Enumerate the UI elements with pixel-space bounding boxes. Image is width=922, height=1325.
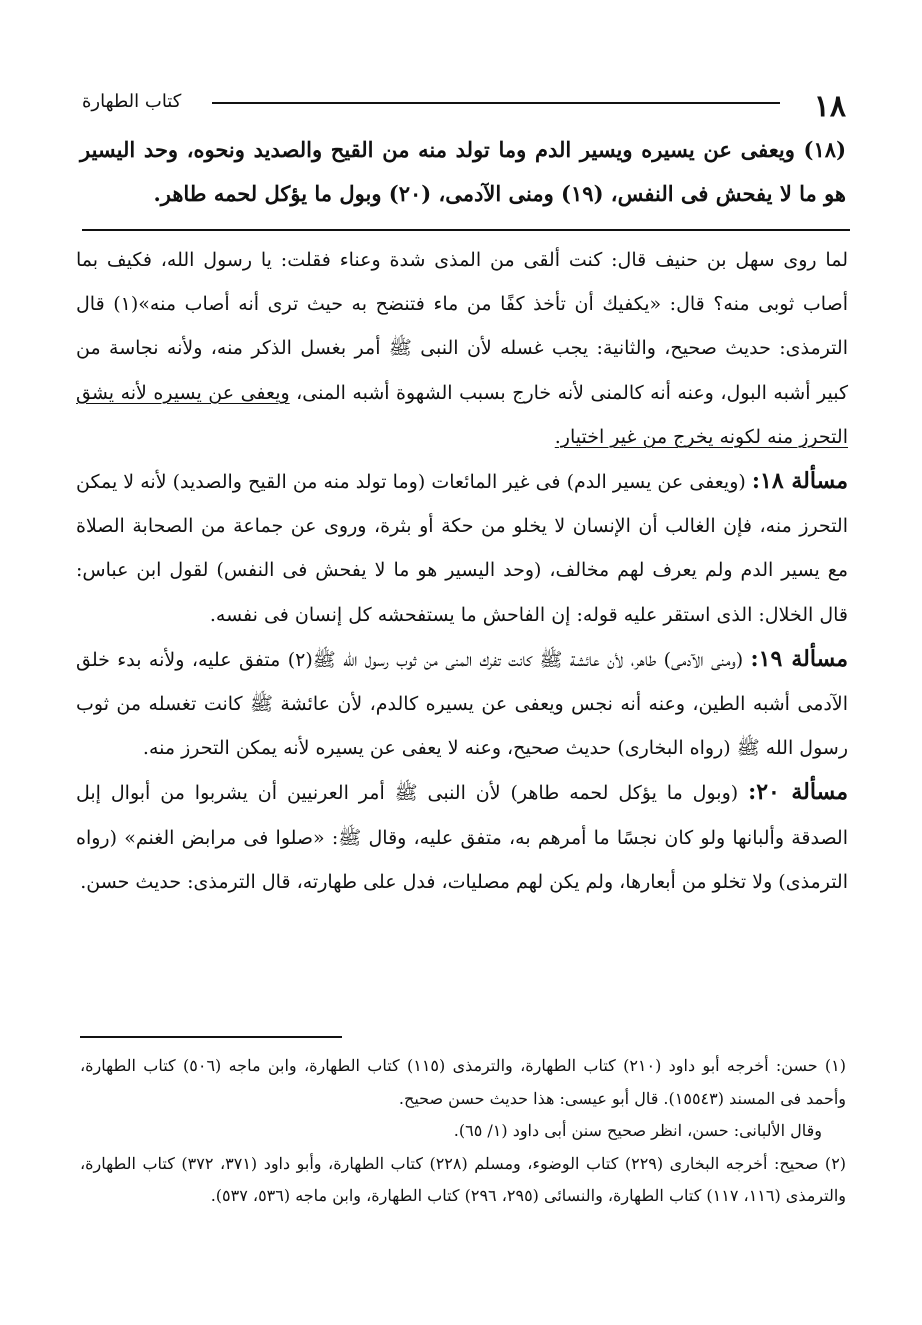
commentary-body <box>76 238 848 904</box>
footnote-1: (١) حسن: أخرجه أبو داود (٢١٠) كتاب الطهارة، والترمذى (١١٥) كتاب الطهارة، وابن ماجه (٥٠٦) كتاب الطهارة، وأحمد فى المسند (١٥٥٤٣). قال أبو عيسى: هذا حديث حسن صحيح. <box>80 1056 847 1108</box>
running-header <box>82 88 846 124</box>
footnotes <box>80 1050 846 1213</box>
issue-19 <box>76 637 848 771</box>
issue-18 <box>76 459 848 637</box>
footnote-2: (٢) صحيح: أخرجه البخارى (٢٢٩) كتاب الوضوء، ومسلم (٢٢٨) كتاب الطهارة، وأبو داود (٣٧١، ٣٧٢) كتاب الطهارة، والترمذى (١١٦، ١١٧) كتاب الطهارة، والنسائى (٢٩٥، ٢٩٦) كتاب الطهارة، وابن ماجه (٥٣٦، ٥٣٧). <box>80 1153 847 1205</box>
running-title: كتاب الطهارة <box>82 91 182 112</box>
issue-19-text: (ومنى الآدمى) طاهر، لأن عائشة ﷺ كانت تفرك المنى من ثوب رسول الله ﷺ(٢) متفق عليه، ولأنه بدء خلق الآدمى أشبه الطين، وعنه أنه نجس ويعفى عن يسيره كالدم، لأن عائشة ﷺ كانت تغسله من ثوب رسول الله ﷺ (رواه البخارى) حديث صحيح، وعنه لا يعفى عن يسيره لأنه يمكن التحرز منه. <box>76 648 848 760</box>
issue-19-label: مسألة ١٩: <box>750 645 848 672</box>
matn-divider <box>82 229 850 231</box>
issue-18-label: مسألة ١٨: <box>751 468 848 495</box>
footnote-1-continuation: وقال الألبانى: حسن، انظر صحيح سنن أبى داود (١/ ٦٥). <box>453 1121 822 1140</box>
intro-text: لما روى سهل بن حنيف قال: كنت ألقى من المذى شدة وعناء فقلت: يا رسول الله، فكيف بما أصاب ثوبى منه؟ قال: «يكفيك أن تأخذ كفًا من ماء فتنضح به حيث ترى أنه أصاب منه»(١) قال الترمذى: حديث صحيح، والثانية: يجب غسله لأن النبى ﷺ أمر بغسل الذكر منه، ولأنه نجاسة من كبير أشبه البول، وعنه أنه كالمنى لأنه خارج بسبب الشهوة أشبه المنى، <box>76 249 848 404</box>
header-rule <box>212 102 780 104</box>
commentary-paragraph-intro <box>76 238 848 459</box>
issue-20-label: مسألة ٢٠: <box>748 779 848 806</box>
footnote-divider <box>80 1036 342 1038</box>
issue-20 <box>76 770 848 904</box>
matn-text: (١٨) ويعفى عن يسيره ويسير الدم وما تولد منه من القيح والصديد ونحوه، وحد اليسير هو ما لا يفحش فى النفس، (١٩) ومنى الآدمى، (٢٠) وبول ما يؤكل لحمه طاهر. <box>80 137 846 206</box>
page-number: ١٨ <box>813 89 846 124</box>
issue-20-text: (وبول ما يؤكل لحمه طاهر) لأن النبى ﷺ أمر العرنيين أن يشربوا من أبوال إبل الصدقة وألبانها ولو كان نجسًا ما أمرهم به، متفق عليه، وقال ﷺ: «صلوا فى مرابض الغنم» (رواه الترمذى) ولا تخلو من أبعارها، ولم يكن لهم مصليات، فدل على طهارته، قال الترمذى: حديث حسن. <box>76 782 848 893</box>
intro-underlined-text: ويعفى عن يسيره لأنه يشق التحرز منه لكونه يخرج من غير اختيار. <box>76 381 848 448</box>
issue-18-text: (ويعفى عن يسير الدم) فى غير المائعات (وما تولد منه من القيح والصديد) لأنه لا يمكن التحرز منه، فإن الغالب أن الإنسان لا يخلو من حكة أو بثرة، وروى عن جماعة من الصحابة الصلاة مع يسير الدم ولم يعرف لهم مخالف، (وحد اليسير هو ما لا يفحش فى النفس) لقول ابن عباس: قال الخلال: الذى استقر عليه قوله: إن الفاحش ما يستفحشه كل إنسان فى نفسه. <box>76 471 848 626</box>
